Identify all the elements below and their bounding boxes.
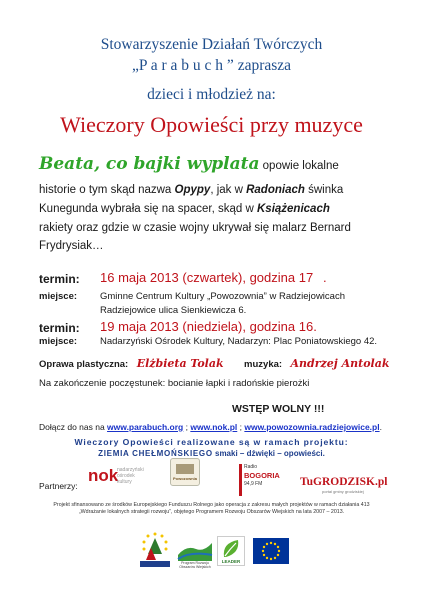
leader-logo (217, 536, 245, 566)
muzyka-label: muzyka: (244, 359, 283, 370)
intro-text-2: historie o tym skąd nazwa (39, 184, 175, 196)
termin-label: termin: (39, 321, 80, 335)
intro-line-1 (39, 154, 339, 174)
join-suffix: . (379, 422, 382, 432)
oprawa-name: Elżbieta Tolak (136, 357, 224, 370)
prow-text: Program Rozwoju Obszarów Wiejskich (179, 561, 211, 569)
intro-line-2 (39, 184, 343, 196)
muzyka-name: Andrzej Antolak (290, 357, 390, 370)
place-ksiazenice: Książenicach (257, 203, 330, 215)
link-nok[interactable]: www.nok.pl (190, 422, 238, 432)
tugrodzisk-text: TuGRODZISK.pl (300, 476, 388, 488)
intro-line-5: Frydrysiak… (39, 240, 104, 252)
schedule-2-place-1: Nadarzyński Ośrodek Kultury, Nadarzyn: Plac Poniatowskiego 42. (100, 336, 378, 347)
org-short-name: „P a r a b u c h ” (131, 57, 234, 74)
intro-text-5: Kunegunda wybrała się na spacer, skąd w (39, 203, 257, 215)
miejsce-label: miejsce: (39, 336, 78, 347)
intro-text-4: świnka (304, 184, 344, 196)
invite-line (0, 57, 423, 75)
funding-note-2: „Wdrażanie lokalnych strategii rozwoju”, objętego Programem Rozwoju Obszarów Wiejskich na lata 2007 – 2013. (78, 509, 345, 515)
audience-line: dzieci i młodzież na: (147, 86, 276, 103)
intro-line-3 (39, 203, 330, 215)
schedule-1-date: 16 maja 2013 (czwartek), godzina 17 (100, 270, 314, 285)
leader-leaf-icon (218, 537, 244, 559)
schedule-2-termin (39, 319, 317, 337)
eu-flag-logo (253, 538, 289, 564)
project-line-2 (0, 449, 423, 458)
intro-text-1: opowie lokalne (259, 160, 339, 172)
project-name: ZIEMIA CHEŁMOŃSKIEGO (98, 449, 213, 458)
event-title: Wieczory Opowieści przy muzyce (60, 112, 363, 137)
eu-agriculture-fund-logo (136, 528, 174, 570)
miejsce-label: miejsce: (39, 291, 78, 302)
eu-flag-stars-icon (253, 538, 289, 564)
invite-verb: zaprasza (233, 57, 292, 74)
credits-line (39, 354, 389, 372)
bogoria-freq: 94,9 FM (244, 481, 263, 487)
place-radonie: Radoniach (246, 184, 305, 196)
schedule-1-place-2: Radziejowice ulica Sienkiewicza 6. (100, 305, 247, 316)
prow-logo (176, 535, 214, 569)
project-subtitle: smaki – dźwięki – opowieści. (212, 449, 325, 458)
nok-logo-sub: nadarzyński ośrodek kultury (117, 467, 144, 485)
join-sep: ; (183, 422, 191, 432)
powozownia-building-icon (176, 464, 194, 474)
tugrodzisk-sub: portal gminy grodziskiej (322, 489, 364, 494)
eu-stars-tree-icon (136, 528, 174, 570)
link-parabuch[interactable]: www.parabuch.org (107, 422, 184, 432)
powozownia-logo-text: Powozownia (173, 476, 197, 481)
join-prefix: Dołącz do nas na (39, 422, 108, 432)
org-name: Stowarzyszenie Działań Twórczych (100, 36, 323, 53)
oprawa-label: Oprawa plastyczna: (39, 359, 129, 370)
powozownia-logo (170, 458, 200, 486)
nok-logo-text: nok (88, 466, 119, 485)
termin-label: termin: (39, 272, 80, 286)
schedule-1-place-1: Gminne Centrum Kultury „Powozownia” w Radziejowicach (100, 291, 345, 302)
schedule-2-date: 19 maja 2013 (niedziela), godzina 16. (100, 319, 317, 334)
bogoria-name: BOGORIA (244, 471, 280, 480)
intro-line-4: rakiety oraz gdzie w czasie wojny ukrywał się malarz Bernard (39, 222, 351, 234)
free-entry: WSTĘP WOLNY !!! (232, 403, 325, 415)
bogoria-top: Radio (244, 464, 258, 470)
performer-name: Beata, co bajki wyplata (39, 154, 260, 174)
place-opypy: Opypy (174, 184, 211, 196)
bogoria-logo (239, 464, 280, 496)
nok-logo (88, 466, 148, 490)
tugrodzisk-logo (300, 476, 388, 494)
leader-text: LEADER (221, 559, 241, 564)
link-powozownia[interactable]: www.powozownia.radziejowice.pl (244, 422, 380, 432)
intro-text-3: , jak w (210, 184, 247, 196)
closing-text: Na zakończenie poczęstunek: bocianie łapki i radońskie pierożki (39, 378, 310, 389)
join-sep: ; (237, 422, 245, 432)
funding-note-1: Projekt sfinansowano ze środków Europejskiego Funduszu Rolnego jako operacja z zakresu małych projektów w ramach działania 413 (53, 502, 370, 508)
project-line-1: Wieczory Opowieści realizowane są w ramach projektu: (74, 437, 349, 447)
schedule-1-termin (39, 270, 327, 288)
schedule-1-dot: . (323, 270, 327, 285)
partners-label: Partnerzy: (39, 481, 78, 491)
join-line (39, 422, 382, 432)
